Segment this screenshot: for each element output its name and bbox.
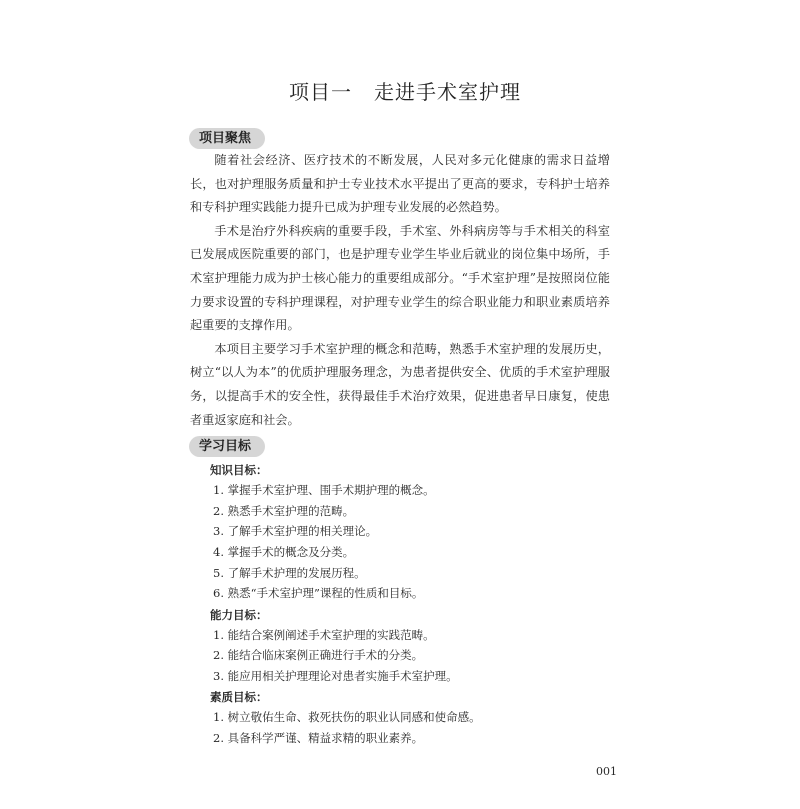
paragraph: 随着社会经济、医疗技术的不断发展，人民对多元化健康的需求日益增长，也对护理服务质量和护士专业技术水平提出了更高的要求，专科护士培养和专科护理实践能力提升已成为护理专业发展的必然趋势。 xyxy=(190,153,610,215)
list-item: 5. 了解手术护理的发展历程。 xyxy=(213,565,366,580)
ability-heading: 能力目标： xyxy=(210,607,268,622)
list-item: 3. 了解手术室护理的相关理论。 xyxy=(213,524,378,539)
paragraph: 手术是治疗外科疾病的重要手段，手术室、外科病房等与手术相关的科室已发展成医院重要的部门，也是护理专业学生毕业后就业的岗位集中场所，手术室护理能力成为护士核心能力的重要组成部分。“手术室护理”是按照岗位能力要求设置的专科护理课程，对护理专业学生的综合职业能力和职业素质培养起重要的支撑作用。 xyxy=(190,223,610,333)
section-tag-focus: 项目聚焦 xyxy=(189,128,265,149)
list-item: 1. 能结合案例阐述手术室护理的实践范畴。 xyxy=(213,627,435,642)
page-number: 001 xyxy=(596,764,617,778)
list-item: 1. 掌握手术室护理、围手术期护理的概念。 xyxy=(213,483,435,498)
list-item: 3. 能应用相关护理理论对患者实施手术室护理。 xyxy=(213,668,458,683)
paragraph: 本项目主要学习手术室护理的概念和范畴，熟悉手术室护理的发展历史，树立“以人为本”的优质护理服务理念，为患者提供安全、优质的手术室护理服务，以提高手术的安全性，获得最佳手术治疗效果，促进患者早日康复，使患者重返家庭和社会。 xyxy=(190,341,610,427)
section-tag-goals: 学习目标 xyxy=(189,436,265,457)
list-item: 1. 树立敬佑生命、救死扶伤的职业认同感和使命感。 xyxy=(213,710,481,725)
knowledge-heading: 知识目标： xyxy=(210,463,268,478)
project-name: 走进手术室护理 xyxy=(374,80,521,104)
focus-body xyxy=(190,149,610,432)
goals-list xyxy=(210,459,610,749)
list-item: 2. 熟悉手术室护理的范畴。 xyxy=(213,503,355,518)
list-item: 4. 掌握手术的概念及分类。 xyxy=(213,544,355,559)
project-number: 项目一 xyxy=(289,80,352,104)
quality-heading: 素质目标： xyxy=(210,690,268,705)
page-title xyxy=(0,78,800,106)
list-item: 6. 熟悉“手术室护理”课程的性质和目标。 xyxy=(213,586,424,601)
list-item: 2. 具备科学严谨、精益求精的职业素养。 xyxy=(213,731,424,746)
list-item: 2. 能结合临床案例正确进行手术的分类。 xyxy=(213,648,424,663)
